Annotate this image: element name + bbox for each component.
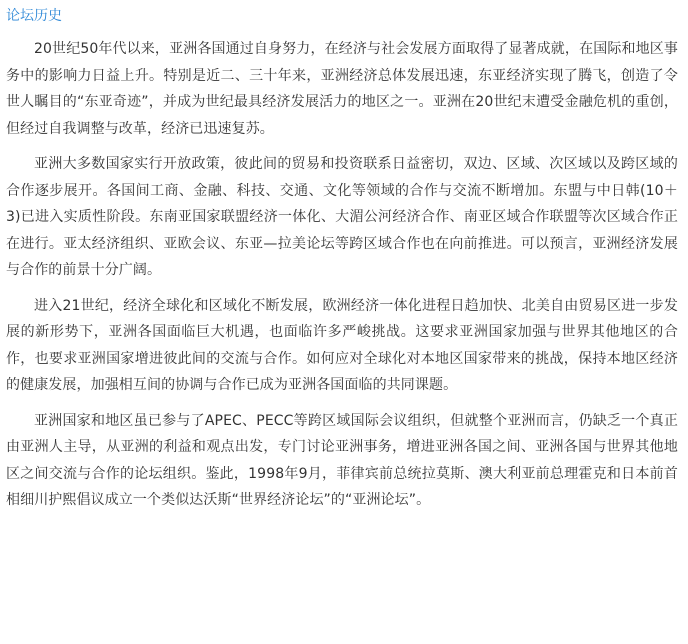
section-title: 论坛历史 <box>6 8 62 24</box>
paragraph-3: 进入21世纪，经济全球化和区域化不断发展，欧洲经济一体化进程日趋加快、北美自由贸易区进一步发展的新形势下，亚洲各国面临巨大机遇，也面临许多严峻挑战。这要求亚洲国家加强与世界其他地区的合作，也要求亚洲国家增进彼此间的交流与合作。如何应对全球化对本地区国家带来的挑战，保持本地区经济的健康发展，加强相互间的协调与合作已成为亚洲各国面临的共同课题。 <box>6 297 678 393</box>
paragraph-1: 20世纪50年代以来，亚洲各国通过自身努力，在经济与社会发展方面取得了显著成就，在国际和地区事务中的影响力日益上升。特别是近二、三十年来，亚洲经济总体发展迅速，东亚经济实现了腾飞，创造了令世人瞩目的“东亚奇迹”，并成为世纪最具经济发展活力的地区之一。亚洲在20世纪末遭受金融危机的重创，但经过自我调整与改革，经济已迅速复苏。 <box>6 41 678 137</box>
paragraph-4: 亚洲国家和地区虽已参与了APEC、PECC等跨区域国际会议组织，但就整个亚洲而言，仍缺乏一个真正由亚洲人主导，从亚洲的利益和观点出发，专门讨论亚洲事务，增进亚洲各国之间、亚洲各国与世界其他地区之间交流与合作的论坛组织。鉴此，1998年9月，菲律宾前总统拉莫斯、澳大利亚前总理霍克和日本前首相细川护熙倡议成立一个类似达沃斯“世界经济论坛”的“亚洲论坛”。 <box>6 412 678 508</box>
article <box>6 4 678 523</box>
paragraph-2: 亚洲大多数国家实行开放政策，彼此间的贸易和投资联系日益密切，双边、区域、次区域以及跨区域的合作逐步展开。各国间工商、金融、科技、交通、文化等领域的合作与交流不断增加。东盟与中日韩(10＋3)已进入实质性阶段。东南亚国家联盟经济一体化、大湄公河经济合作、南亚区域合作联盟等次区域合作正在进行。亚太经济组织、亚欧会议、东亚—拉美论坛等跨区域合作也在向前推进。可以预言，亚洲经济发展与合作的前景十分广阔。 <box>6 156 678 278</box>
